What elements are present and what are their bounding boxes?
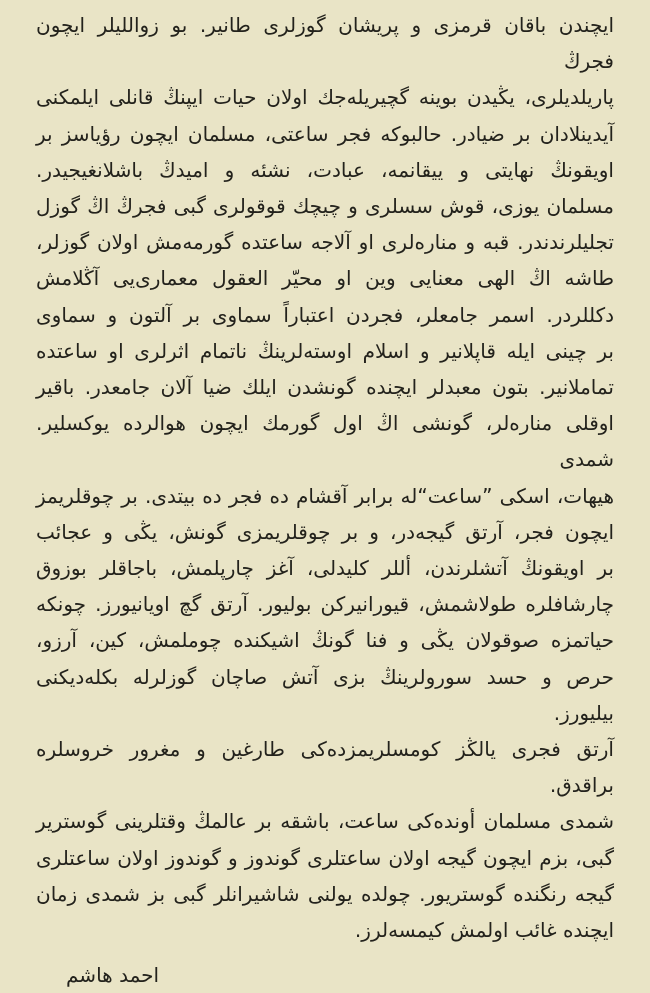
text-line: تجليلرندندر. قبه و مناره‌لرى او آلاجه ساعتده گورمه‌مش اولان گوزلر، [36,230,614,255]
text-line: آيدينلادان بر ضيادر. حالبوكه فجر ساعتى، مسلمان ايچون رؤياسز بر [36,121,614,146]
text-line: چارشافلره طولاشمش، قيورانيركن بوليور. آرتق گچ اويانيورز. چونكه [36,592,614,617]
text-line: آرتق فجرى يالڭز كومسلريمزده‌كى طارغين و مغرور خروسلره براقدق. [36,737,614,798]
text-line: مسلمان يوزى، قوش سسلرى و چيچك قوقولرى گبى فجرڭ اڭ گوزل [36,194,614,219]
text-line: پاريلديلرى، يڭيدن بوينه گچيريله‌جك اولان حيات ايپنڭ قانلى ايلمكنى [36,85,614,110]
text-line: ايچندن باقان قرمزى و پريشان گوزلرى طانير. بو زوالليلر ايچون فجرڭ [36,13,614,74]
text-line: شمدى مسلمان أونده‌كى ساعت، باشقه بر عالمڭ وقتلرينى گوسترير [36,809,614,834]
text-line: ايچنده غائب اولمش كيمسه‌لرز. [354,918,614,943]
text-line: تماملانير. بتون معبدلر ايچنده گونشدن ايلك ضيا آلان جامعدر. باقير [36,375,614,400]
text-line: هيهات، اسكى ”ساعت“له برابر آقشام ده فجر ده بيتدى. بر چوقلريمز [36,483,614,508]
text-line: طاشه اڭ الهى معنايى وين او محيّر العقول معمارى‌يى آڭلامش [36,266,614,291]
text-line: ايچون فجر، آرتق گيجه‌در، و بر چوقلريمزى گونش، يڭى و عجائب [36,519,614,544]
text-line: دكللردر. اسمر جامعلر، فجردن اعتباراً سماوى بر آلتون و سماوى [36,302,614,327]
text-line: حياتمزه صوقولان يڭى و فنا گونڭ اشيكنده چوملمش، كين، آرزو، [36,628,614,653]
text-line: گبى، بزم ايچون گيجه اولان ساعتلرى گوندوز و گوندوز اولان ساعتلرى [36,845,614,870]
text-line: گيجه رنگنده گوستريور. چولده يولنى شاشيرانلر گبى بز شمدى زمان [36,881,614,906]
text-line: بر چينى ايله قاپلانير و اسلام اوسته‌لرينڭ ناتمام اثرلرى او ساعتده [36,338,614,363]
text-line: اويقونڭ نهايتى و ييقانمه، عبادت، نشئه و اميدڭ باشلانغيجيدر. [36,157,614,182]
author-signature: احمد هاشم [66,963,160,988]
text-line: حرص و حسد سورولرينڭ بزى آتش صاچان گوزلرله بكله‌ديكنى بيليورز. [36,664,614,725]
body-text [36,7,614,948]
text-line: اوقلى مناره‌لر، گونشى اڭ اول گورمك ايچون هوالرده يوكسلير. شمدى [36,411,614,472]
text-line: بر اويقونڭ آتشلرندن، أللر كليدلى، آغز چارپلمش، باجاقلر بوزوق [36,556,614,581]
